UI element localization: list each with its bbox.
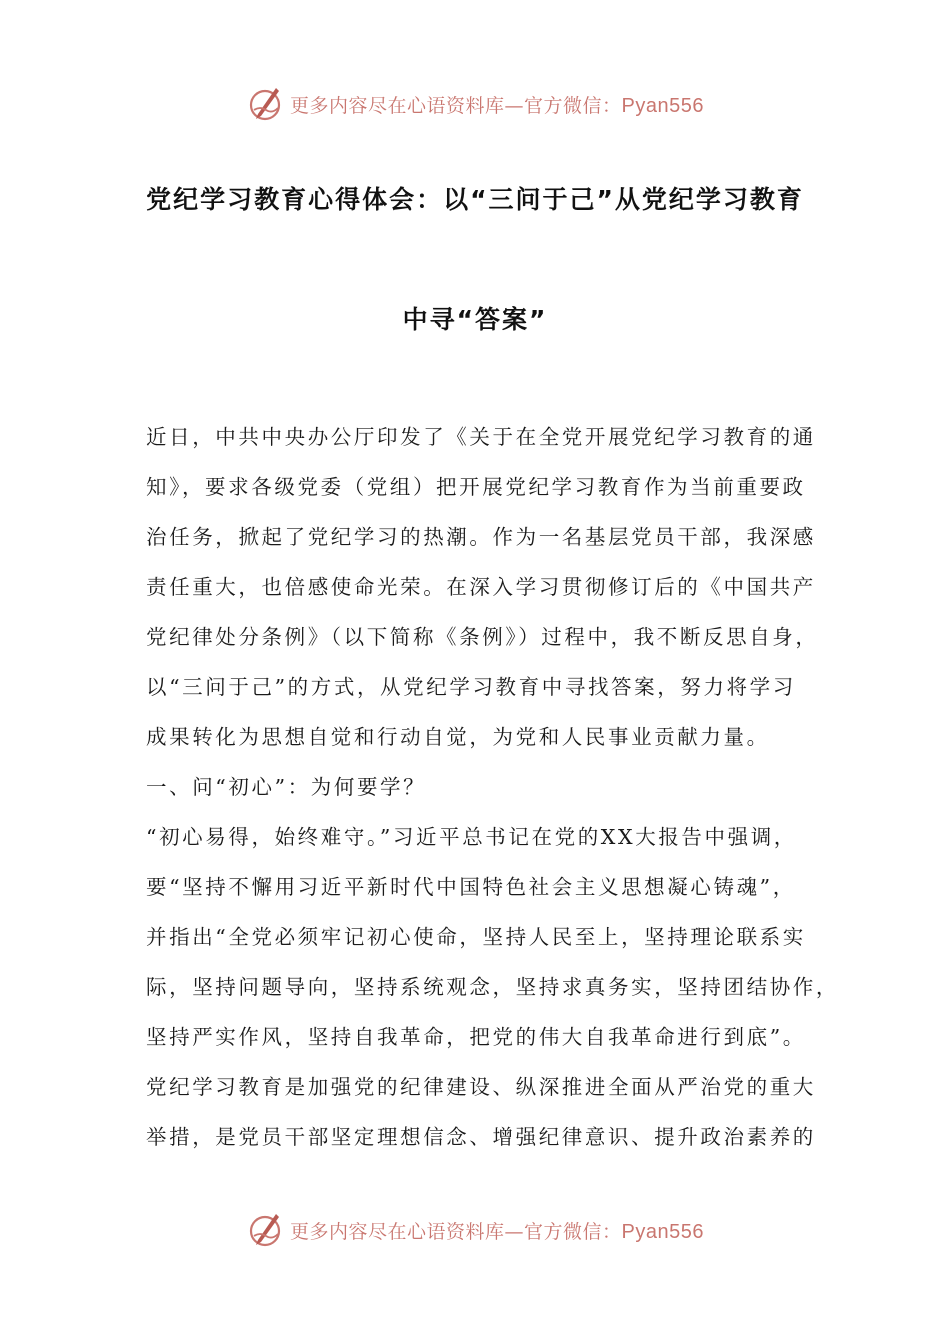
watermark-text: [290, 1217, 704, 1244]
watermark-label: 更多内容尽在心语资料库—官方微信：: [290, 1220, 622, 1243]
pen-logo-icon: [246, 84, 286, 124]
body-line: “初心易得，始终难守。”习近平总书记在党的XX大报告中强调，: [146, 825, 797, 849]
watermark-handle: Pyan556: [621, 1220, 704, 1243]
body-line: 近日，中共中央办公厅印发了《关于在全党开展党纪学习教育的通: [146, 425, 816, 449]
watermark-text: [290, 91, 704, 118]
document-title-line-1: 党纪学习教育心得体会：以“三问于己”从党纪学习教育: [146, 185, 804, 214]
body-line: 治任务，掀起了党纪学习的热潮。作为一名基层党员干部，我深感: [146, 525, 816, 549]
body-line: 坚持严实作风，坚持自我革命，把党的伟大自我革命进行到底”。: [146, 1025, 806, 1049]
body-line: 成果转化为思想自觉和行动自觉，为党和人民事业贡献力量。: [146, 725, 770, 749]
document-body: [146, 412, 839, 1162]
section-heading: 一、问“初心”：为何要学？: [146, 775, 427, 799]
body-line: 责任重大，也倍感使命光荣。在深入学习贯彻修订后的《中国共产: [146, 575, 816, 599]
watermark-footer: [0, 1206, 950, 1254]
body-line: 党纪律处分条例》（以下简称《条例》）过程中，我不断反思自身，: [146, 625, 819, 649]
document-title-line-2: 中寻“答案”: [402, 305, 548, 334]
body-line: 际，坚持问题导向，坚持系统观念，坚持求真务实，坚持团结协作，: [146, 975, 839, 999]
watermark-label: 更多内容尽在心语资料库—官方微信：: [290, 94, 622, 117]
watermark-header: [0, 80, 950, 128]
body-line: 党纪学习教育是加强党的纪律建设、纵深推进全面从严治党的重大: [146, 1075, 816, 1099]
body-line: 知》，要求各级党委（党组）把开展党纪学习教育作为当前重要政: [146, 475, 806, 499]
body-line: 以“三问于己”的方式，从党纪学习教育中寻找答案，努力将学习: [146, 675, 796, 699]
watermark-handle: Pyan556: [621, 94, 704, 117]
body-line: 并指出“全党必须牢记初心使命，坚持人民至上，坚持理论联系实: [146, 925, 806, 949]
body-line: 举措，是党员干部坚定理想信念、增强纪律意识、提升政治素养的: [146, 1125, 816, 1149]
body-line: 要“坚持不懈用习近平新时代中国特色社会主义思想凝心铸魂”，: [146, 875, 796, 899]
pen-logo-icon: [246, 1210, 286, 1250]
